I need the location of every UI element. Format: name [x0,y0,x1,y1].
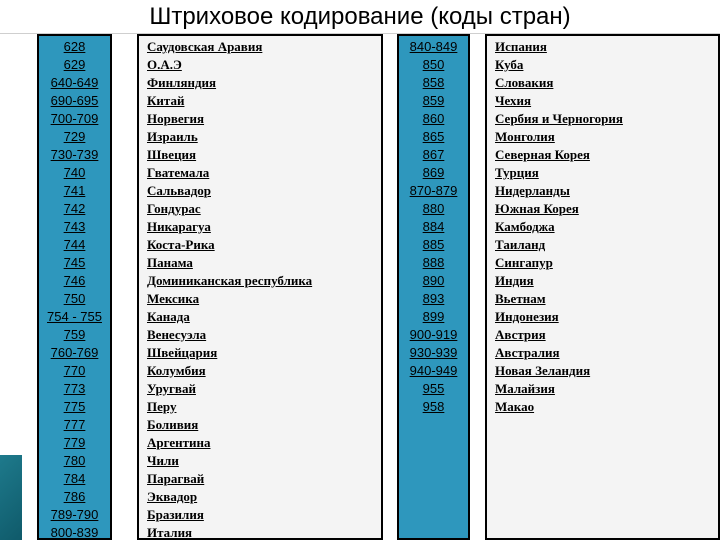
country-name: Эквадор [147,489,198,504]
country-code: 858 [422,75,445,90]
country-code: 700-709 [50,111,99,126]
country-name: Боливия [147,417,199,432]
country-name: Словакия [495,75,554,90]
country-code: 770 [63,363,86,378]
country-name: Чехия [495,93,532,108]
country-name: Доминиканская республика [147,273,313,288]
left-code-list [39,36,110,540]
country-code: 779 [63,435,86,450]
country-name: Израиль [147,129,198,144]
country-name: Коста-Рика [147,237,215,252]
country-name: Аргентина [147,435,211,450]
country-name: Норвегия [147,111,205,126]
country-name: Уругвай [147,381,196,396]
left-country-column [137,34,383,540]
country-code: 893 [422,291,445,306]
country-code: 745 [63,255,86,270]
country-code: 958 [422,399,445,414]
country-name: Южная Корея [495,201,579,216]
country-code: 867 [422,147,445,162]
country-code: 940-949 [409,363,458,378]
country-code: 789-790 [50,507,99,522]
country-code: 899 [422,309,445,324]
corner-accent-shape [0,455,22,540]
country-code: 900-919 [409,327,458,342]
country-name: Турция [495,165,539,180]
country-name: Чили [147,453,179,468]
country-name: Швеция [147,147,197,162]
right-code-column [397,34,470,540]
country-name: Испания [495,39,547,54]
country-name: Китай [147,93,185,108]
country-code: 759 [63,327,86,342]
country-code: 629 [63,57,86,72]
country-code: 777 [63,417,86,432]
country-code: 775 [63,399,86,414]
country-name: Малайзия [495,381,555,396]
country-name: Сингапур [495,255,553,270]
country-name: Австралия [495,345,560,360]
country-name: Колумбия [147,363,206,378]
country-code: 860 [422,111,445,126]
country-code: 690-695 [50,93,99,108]
country-code: 786 [63,489,86,504]
country-name: Таиланд [495,237,546,252]
country-code: 780 [63,453,86,468]
page-title: Штриховое кодирование (коды стран) [149,3,571,30]
country-name: Новая Зеландия [495,363,591,378]
left-code-column [37,34,112,540]
country-code: 628 [63,39,86,54]
country-name: Сербия и Черногория [495,111,623,126]
country-name: Макао [495,399,535,414]
country-name: Саудовская Аравия [147,39,263,54]
country-name: Нидерланды [495,183,570,198]
country-name: Финляндия [147,75,217,90]
country-code: 885 [422,237,445,252]
country-name: Перу [147,399,177,414]
country-name: Италия [147,525,193,540]
country-code: 865 [422,129,445,144]
country-name: Бразилия [147,507,204,522]
country-code: 729 [63,129,86,144]
country-code: 754 - 755 [47,309,102,324]
country-code: 760-769 [50,345,99,360]
country-name: Индия [495,273,534,288]
country-code: 890 [422,273,445,288]
country-code: 955 [422,381,445,396]
country-code: 640-649 [50,75,99,90]
country-name: Панама [147,255,193,270]
country-code: 930-939 [409,345,458,360]
country-code: 773 [63,381,86,396]
country-name: Венесуэла [147,327,207,342]
left-country-list [139,36,381,540]
country-name: Вьетнам [495,291,546,306]
right-code-list [399,36,468,416]
country-code: 888 [422,255,445,270]
country-code: 750 [63,291,86,306]
country-name: Австрия [495,327,546,342]
country-code: 840-849 [409,39,458,54]
country-code: 869 [422,165,445,180]
country-name: Сальвадор [147,183,211,198]
country-name: Канада [147,309,190,324]
country-code: 880 [422,201,445,216]
country-code: 744 [63,237,86,252]
country-name: Камбоджа [495,219,555,234]
country-code: 730-739 [50,147,99,162]
right-country-list [487,36,718,416]
country-name: Гондурас [147,201,201,216]
country-name: Северная Корея [495,147,590,162]
country-code: 746 [63,273,86,288]
country-name: Индонезия [495,309,559,324]
country-name: Швейцария [147,345,218,360]
country-code: 884 [422,219,445,234]
right-country-column [485,34,720,540]
country-code: 850 [422,57,445,72]
country-code: 800-839 [50,525,99,540]
country-name: Монголия [495,129,555,144]
country-name: Никарагуа [147,219,211,234]
country-code: 743 [63,219,86,234]
country-code: 870-879 [409,183,458,198]
country-code: 859 [422,93,445,108]
country-code: 784 [63,471,86,486]
country-code: 740 [63,165,86,180]
country-code: 741 [63,183,86,198]
country-name: Куба [495,57,524,72]
country-name: Мексика [147,291,200,306]
country-code: 742 [63,201,86,216]
country-name: Гватемала [147,165,210,180]
country-name: О.А.Э [147,57,182,72]
country-name: Парагвай [147,471,205,486]
